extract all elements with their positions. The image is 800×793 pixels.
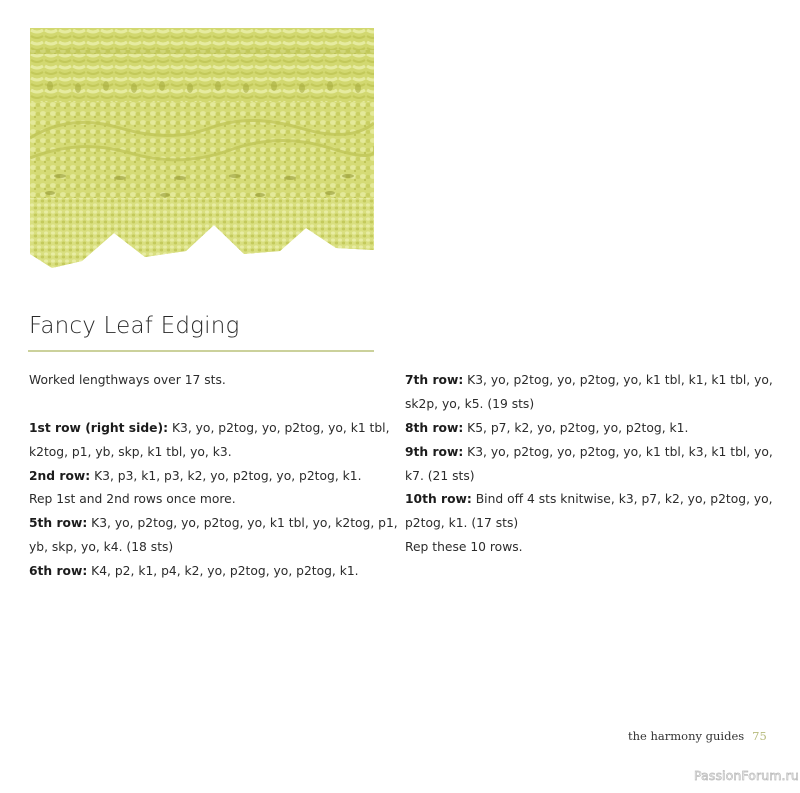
- knitted-swatch-image: [30, 28, 374, 268]
- row-text: sk2p, yo, k5. (19 sts): [405, 396, 535, 411]
- row-instruction-1: [29, 417, 390, 465]
- row-label: 1st row (right side):: [29, 420, 169, 435]
- row-text: K3, p3, k1, p3, k2, yo, p2tog, yo, p2tog, k1.: [90, 468, 362, 483]
- row-label: 2nd row:: [29, 468, 91, 483]
- row-text: Bind off 4 sts knitwise, k3, p7, k2, yo, p2tog, yo,: [471, 492, 773, 507]
- row-text: k7. (21 sts): [405, 468, 475, 483]
- repeat-instruction: [29, 488, 379, 512]
- row-instruction-8: [405, 417, 775, 441]
- row-instruction-7: [405, 369, 775, 417]
- instructions-right-column: [405, 369, 775, 560]
- row-text: p2tog, k1. (17 sts): [405, 516, 519, 531]
- row-label: 9th row:: [405, 444, 464, 459]
- row-instruction-6: [29, 560, 379, 584]
- spacer: [29, 393, 379, 417]
- row-text: K3, yo, p2tog, yo, p2tog, yo, k1 tbl, yo, k2tog, p1,: [87, 516, 398, 531]
- row-text: yb, skp, yo, k4. (18 sts): [29, 540, 174, 555]
- page-footer: [628, 729, 767, 743]
- row-text: K3, yo, p2tog, yo, p2tog, yo, k1 tbl,: [168, 420, 390, 435]
- row-text: K3, yo, p2tog, yo, p2tog, yo, k1 tbl, k3, k1 tbl, yo,: [463, 444, 773, 459]
- row-text: K5, p7, k2, yo, p2tog, yo, p2tog, k1.: [463, 420, 689, 435]
- watermark: PassionForum.ru: [694, 768, 799, 783]
- row-instruction-10: [405, 488, 775, 536]
- instructions-left-column: [29, 369, 398, 584]
- row-label: 5th row:: [29, 516, 88, 531]
- row-label: 8th row:: [405, 420, 464, 435]
- row-instruction-2: [29, 465, 379, 489]
- pattern-title: Fancy Leaf Edging: [29, 313, 240, 339]
- row-text: k2tog, p1, yb, skp, k1 tbl, yo, k3.: [29, 444, 232, 459]
- row-text: Rep 1st and 2nd rows once more.: [29, 492, 236, 507]
- row-label: 7th row:: [405, 373, 464, 387]
- row-instruction-9: [405, 441, 775, 489]
- row-text: K3, yo, p2tog, yo, p2tog, yo, k1 tbl, k1, k1 tbl, yo,: [463, 373, 773, 387]
- row-text: K4, p2, k1, p4, k2, yo, p2tog, yo, p2tog, k1.: [87, 564, 359, 579]
- intro-text: Worked lengthways over 17 sts.: [29, 373, 226, 387]
- page-number: 75: [752, 729, 767, 743]
- row-label: 6th row:: [29, 564, 88, 579]
- row-instruction-5: [29, 512, 398, 560]
- series-name: the harmony guides: [628, 729, 745, 743]
- row-text: Rep these 10 rows.: [405, 540, 523, 555]
- row-label: 10th row:: [405, 492, 472, 507]
- repeat-instruction: [405, 536, 775, 560]
- title-divider: [28, 350, 374, 352]
